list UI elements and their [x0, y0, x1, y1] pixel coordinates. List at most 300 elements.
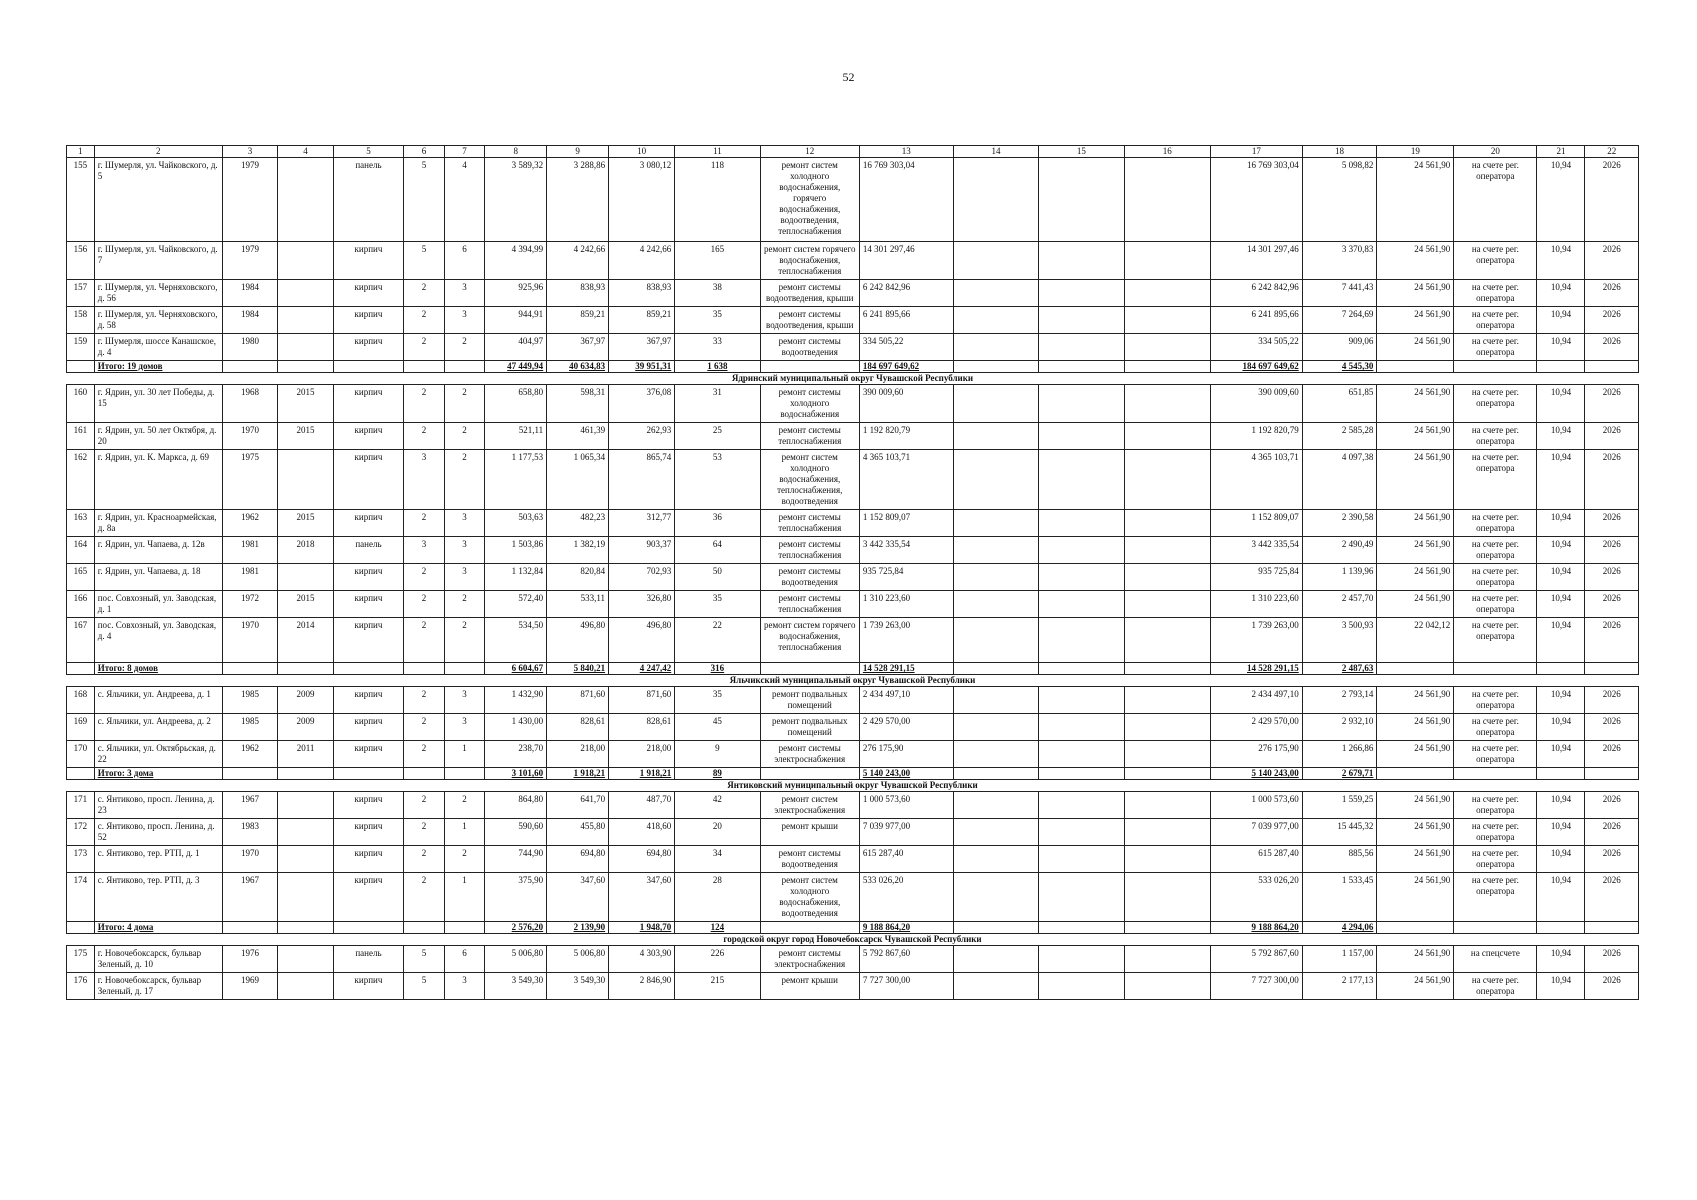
table-cell-col-2: г. Шумерля, шоссе Канашское, д. 4 [94, 334, 222, 361]
table-cell-col-19 [1377, 768, 1454, 780]
district-heading: Ядринский муниципальный округ Чувашской Республики [67, 373, 1639, 385]
table-cell-col-16 [1124, 537, 1210, 564]
table-cell-col-2: г. Новочебоксарск, бульвар Зеленый, д. 10 [94, 946, 222, 973]
column-header: 14 [953, 146, 1038, 158]
table-cell-col-18: 885,56 [1302, 846, 1377, 873]
table-cell-col-6: 2 [404, 564, 445, 591]
table-cell-col-17: 6 241 895,66 [1210, 307, 1302, 334]
table-cell-col-8: 590,60 [485, 819, 547, 846]
table-cell-col-1: 168 [67, 687, 95, 714]
table-cell-col-17: 1 000 573,60 [1210, 792, 1302, 819]
table-cell-col-3: 1970 [222, 423, 277, 450]
table-cell-col-5: кирпич [333, 973, 403, 1000]
table-cell-col-6 [404, 361, 445, 373]
table-cell-col-19: 24 561,90 [1377, 450, 1454, 510]
column-header: 8 [485, 146, 547, 158]
column-header: 16 [1124, 146, 1210, 158]
table-cell-col-6: 2 [404, 873, 445, 922]
table-row [67, 741, 1639, 768]
table-cell-col-4 [278, 792, 333, 819]
table-cell-col-21: 10,94 [1537, 946, 1585, 973]
table-cell-col-16 [1124, 510, 1210, 537]
table-row [67, 618, 1639, 663]
table-cell-col-5: кирпич [333, 450, 403, 510]
table-cell-col-16 [1124, 242, 1210, 280]
table-row [67, 280, 1639, 307]
table-cell-col-7 [444, 361, 485, 373]
table-cell-col-20: на счете рег. оператора [1454, 714, 1537, 741]
table-row [67, 158, 1639, 242]
table-cell-col-9: 2 139,90 [547, 922, 609, 934]
table-cell-col-14 [953, 714, 1038, 741]
table-cell-col-11: 1 638 [675, 361, 760, 373]
table-cell-col-4: 2015 [278, 423, 333, 450]
table-row [67, 714, 1639, 741]
table-cell-col-10: 903,37 [609, 537, 675, 564]
table-cell-col-8: 534,50 [485, 618, 547, 663]
table-cell-col-21: 10,94 [1537, 873, 1585, 922]
table-cell-col-7: 2 [444, 450, 485, 510]
table-cell-col-21: 10,94 [1537, 819, 1585, 846]
table-cell-col-15 [1039, 510, 1124, 537]
column-header: 17 [1210, 146, 1302, 158]
table-row [67, 537, 1639, 564]
table-cell-col-9: 820,84 [547, 564, 609, 591]
table-cell-col-11: 33 [675, 334, 760, 361]
table-cell-col-11: 226 [675, 946, 760, 973]
table-cell-col-8: 47 449,94 [485, 361, 547, 373]
table-cell-col-6: 2 [404, 385, 445, 423]
table-cell-col-17: 184 697 649,62 [1210, 361, 1302, 373]
table-cell-col-7: 2 [444, 591, 485, 618]
table-cell-col-10: 367,97 [609, 334, 675, 361]
table-cell-col-1: 169 [67, 714, 95, 741]
table-cell-col-5: кирпич [333, 687, 403, 714]
table-cell-col-20 [1454, 922, 1537, 934]
table-cell-col-1: 162 [67, 450, 95, 510]
table-cell-col-18: 2 457,70 [1302, 591, 1377, 618]
table-cell-col-10: 326,80 [609, 591, 675, 618]
district-heading-row [67, 675, 1639, 687]
table-cell-col-21: 10,94 [1537, 618, 1585, 663]
table-cell-col-22: 2026 [1585, 423, 1639, 450]
table-cell-col-11: 35 [675, 307, 760, 334]
table-cell-col-5: кирпич [333, 591, 403, 618]
table-row [67, 510, 1639, 537]
table-cell-col-10: 1 918,21 [609, 768, 675, 780]
table-cell-col-7 [444, 922, 485, 934]
table-cell-col-3 [222, 768, 277, 780]
table-cell-col-9: 533,11 [547, 591, 609, 618]
table-cell-col-4: 2011 [278, 741, 333, 768]
table-cell-col-12: ремонт системы водоотведения [760, 846, 859, 873]
table-cell-col-3: 1972 [222, 591, 277, 618]
table-cell-col-22: 2026 [1585, 973, 1639, 1000]
table-cell-col-15 [1039, 591, 1124, 618]
table-cell-col-7: 6 [444, 242, 485, 280]
table-cell-col-3 [222, 663, 277, 675]
table-cell-col-21: 10,94 [1537, 687, 1585, 714]
table-cell-col-8: 1 177,53 [485, 450, 547, 510]
table-cell-col-16 [1124, 385, 1210, 423]
table-cell-col-19: 24 561,90 [1377, 873, 1454, 922]
table-row [67, 873, 1639, 922]
table-cell-col-20: на счете рег. оператора [1454, 873, 1537, 922]
table-cell-col-17: 1 310 223,60 [1210, 591, 1302, 618]
table-cell-col-8: 3 101,60 [485, 768, 547, 780]
table-cell-col-3: 1962 [222, 510, 277, 537]
table-cell-col-20: на счете рег. оператора [1454, 510, 1537, 537]
table-row [67, 846, 1639, 873]
table-cell-col-4: 2014 [278, 618, 333, 663]
table-cell-col-13: 935 725,84 [859, 564, 953, 591]
table-cell-col-22: 2026 [1585, 946, 1639, 973]
table-cell-col-17: 5 140 243,00 [1210, 768, 1302, 780]
table-cell-col-18: 2 932,10 [1302, 714, 1377, 741]
table-cell-col-11: 9 [675, 741, 760, 768]
table-cell-col-19: 24 561,90 [1377, 792, 1454, 819]
table-cell-col-10: 694,80 [609, 846, 675, 873]
table-cell-col-20: на счете рег. оператора [1454, 450, 1537, 510]
table-cell-col-10: 702,93 [609, 564, 675, 591]
table-cell-col-3: 1985 [222, 687, 277, 714]
table-cell-col-2: Итого: 19 домов [94, 361, 222, 373]
table-cell-col-5: панель [333, 537, 403, 564]
table-row [67, 450, 1639, 510]
table-cell-col-7: 3 [444, 564, 485, 591]
table-cell-col-16 [1124, 819, 1210, 846]
table-cell-col-4: 2015 [278, 385, 333, 423]
table-cell-col-5 [333, 361, 403, 373]
table-cell-col-13: 533 026,20 [859, 873, 953, 922]
table-cell-col-15 [1039, 687, 1124, 714]
table-cell-col-18: 2 487,63 [1302, 663, 1377, 675]
table-cell-col-16 [1124, 564, 1210, 591]
table-cell-col-9: 482,23 [547, 510, 609, 537]
table-cell-col-14 [953, 385, 1038, 423]
table-cell-col-13: 7 727 300,00 [859, 973, 953, 1000]
district-heading-row [67, 934, 1639, 946]
table-cell-col-7: 3 [444, 687, 485, 714]
table-cell-col-15 [1039, 618, 1124, 663]
table-cell-col-10: 3 080,12 [609, 158, 675, 242]
table-cell-col-3: 1984 [222, 280, 277, 307]
table-cell-col-12: ремонт подвальных помещений [760, 687, 859, 714]
table-cell-col-16 [1124, 768, 1210, 780]
table-cell-col-10: 487,70 [609, 792, 675, 819]
table-cell-col-19: 22 042,12 [1377, 618, 1454, 663]
table-cell-col-4 [278, 280, 333, 307]
column-header: 2 [94, 146, 222, 158]
table-cell-col-4 [278, 307, 333, 334]
table-cell-col-2: с. Яльчики, ул. Октябрьская, д. 22 [94, 741, 222, 768]
table-cell-col-20: на счете рег. оператора [1454, 280, 1537, 307]
table-cell-col-9: 4 242,66 [547, 242, 609, 280]
table-cell-col-5 [333, 663, 403, 675]
table-cell-col-17: 7 039 977,00 [1210, 819, 1302, 846]
table-cell-col-13: 4 365 103,71 [859, 450, 953, 510]
table-cell-col-11: 165 [675, 242, 760, 280]
table-cell-col-8: 744,90 [485, 846, 547, 873]
table-cell-col-9: 1 065,34 [547, 450, 609, 510]
table-cell-col-3: 1981 [222, 564, 277, 591]
table-cell-col-13: 615 287,40 [859, 846, 953, 873]
table-cell-col-5: кирпич [333, 618, 403, 663]
table-cell-col-6 [404, 663, 445, 675]
table-cell-col-21: 10,94 [1537, 280, 1585, 307]
table-cell-col-2: с. Янтиково, просп. Ленина, д. 23 [94, 792, 222, 819]
column-header: 22 [1585, 146, 1639, 158]
table-cell-col-5: кирпич [333, 280, 403, 307]
table-cell-col-3: 1984 [222, 307, 277, 334]
table-cell-col-21: 10,94 [1537, 714, 1585, 741]
table-cell-col-5: панель [333, 946, 403, 973]
table-cell-col-21: 10,94 [1537, 450, 1585, 510]
table-cell-col-13: 276 175,90 [859, 741, 953, 768]
table-cell-col-18: 1 139,96 [1302, 564, 1377, 591]
table-cell-col-2: г. Шумерля, ул. Чайковского, д. 5 [94, 158, 222, 242]
table-cell-col-19 [1377, 361, 1454, 373]
table-cell-col-18: 15 445,32 [1302, 819, 1377, 846]
table-cell-col-22: 2026 [1585, 846, 1639, 873]
table-cell-col-6: 2 [404, 591, 445, 618]
table-cell-col-19: 24 561,90 [1377, 714, 1454, 741]
table-cell-col-20: на счете рег. оператора [1454, 741, 1537, 768]
table-cell-col-8: 925,96 [485, 280, 547, 307]
column-header: 18 [1302, 146, 1377, 158]
table-cell-col-18: 651,85 [1302, 385, 1377, 423]
table-cell-col-1: 157 [67, 280, 95, 307]
table-cell-col-19: 24 561,90 [1377, 334, 1454, 361]
table-cell-col-3: 1980 [222, 334, 277, 361]
table-cell-col-13: 1 152 809,07 [859, 510, 953, 537]
table-cell-col-18: 3 370,83 [1302, 242, 1377, 280]
table-cell-col-13: 16 769 303,04 [859, 158, 953, 242]
table-cell-col-1: 163 [67, 510, 95, 537]
table-cell-col-3: 1970 [222, 846, 277, 873]
table-cell-col-10: 828,61 [609, 714, 675, 741]
table-cell-col-6: 2 [404, 792, 445, 819]
table-cell-col-2: г. Новочебоксарск, бульвар Зеленый, д. 17 [94, 973, 222, 1000]
table-cell-col-19: 24 561,90 [1377, 741, 1454, 768]
table-cell-col-22: 2026 [1585, 158, 1639, 242]
table-cell-col-21: 10,94 [1537, 973, 1585, 1000]
table-cell-col-8: 3 549,30 [485, 973, 547, 1000]
table-cell-col-5: кирпич [333, 242, 403, 280]
table-cell-col-18: 4 294,06 [1302, 922, 1377, 934]
table-cell-col-16 [1124, 307, 1210, 334]
table-cell-col-11: 35 [675, 687, 760, 714]
table-cell-col-22: 2026 [1585, 307, 1639, 334]
table-cell-col-13: 14 528 291,15 [859, 663, 953, 675]
table-cell-col-22: 2026 [1585, 334, 1639, 361]
column-header: 6 [404, 146, 445, 158]
table-cell-col-10: 838,93 [609, 280, 675, 307]
table-cell-col-3: 1979 [222, 158, 277, 242]
subtotal-row [67, 922, 1639, 934]
table-cell-col-18: 4 545,30 [1302, 361, 1377, 373]
table-cell-col-5: кирпич [333, 510, 403, 537]
table-cell-col-14 [953, 946, 1038, 973]
table-cell-col-11: 22 [675, 618, 760, 663]
table-cell-col-9: 598,31 [547, 385, 609, 423]
table-cell-col-19: 24 561,90 [1377, 564, 1454, 591]
table-cell-col-19: 24 561,90 [1377, 307, 1454, 334]
table-cell-col-15 [1039, 564, 1124, 591]
table-cell-col-17: 935 725,84 [1210, 564, 1302, 591]
table-cell-col-3: 1967 [222, 873, 277, 922]
table-cell-col-1: 155 [67, 158, 95, 242]
table-cell-col-8: 503,63 [485, 510, 547, 537]
table-cell-col-14 [953, 280, 1038, 307]
table-cell-col-6: 5 [404, 242, 445, 280]
table-cell-col-9: 3 288,86 [547, 158, 609, 242]
table-cell-col-12: ремонт систем холодного водоснабжения, горячего водоснабжения, водоотведения, теплоснабжения [760, 158, 859, 242]
table-cell-col-4 [278, 361, 333, 373]
table-cell-col-19: 24 561,90 [1377, 280, 1454, 307]
table-cell-col-5: кирпич [333, 846, 403, 873]
table-cell-col-14 [953, 510, 1038, 537]
table-cell-col-15 [1039, 423, 1124, 450]
table-cell-col-1: 165 [67, 564, 95, 591]
table-cell-col-2: пос. Совхозный, ул. Заводская, д. 1 [94, 591, 222, 618]
table-cell-col-13: 1 310 223,60 [859, 591, 953, 618]
table-cell-col-12: ремонт системы водоотведения, крыши [760, 307, 859, 334]
table-cell-col-19: 24 561,90 [1377, 846, 1454, 873]
table-cell-col-3: 1968 [222, 385, 277, 423]
table-cell-col-2: г. Шумерля, ул. Черняховского, д. 56 [94, 280, 222, 307]
district-heading-row [67, 373, 1639, 385]
table-cell-col-1: 156 [67, 242, 95, 280]
table-cell-col-22 [1585, 361, 1639, 373]
table-cell-col-5: кирпич [333, 564, 403, 591]
table-cell-col-5: кирпич [333, 873, 403, 922]
table-cell-col-21: 10,94 [1537, 423, 1585, 450]
table-cell-col-15 [1039, 714, 1124, 741]
table-cell-col-6: 2 [404, 819, 445, 846]
table-cell-col-15 [1039, 946, 1124, 973]
table-cell-col-12: ремонт системы холодного водоснабжения [760, 385, 859, 423]
table-cell-col-10: 1 948,70 [609, 922, 675, 934]
table-cell-col-20: на счете рег. оператора [1454, 618, 1537, 663]
table-cell-col-13: 14 301 297,46 [859, 242, 953, 280]
table-cell-col-11: 118 [675, 158, 760, 242]
table-cell-col-19: 24 561,90 [1377, 423, 1454, 450]
table-cell-col-18: 5 098,82 [1302, 158, 1377, 242]
table-cell-col-3: 1981 [222, 537, 277, 564]
table-cell-col-12: ремонт систем электроснабжения [760, 792, 859, 819]
table-cell-col-4: 2009 [278, 687, 333, 714]
table-cell-col-12: ремонт системы теплоснабжения [760, 423, 859, 450]
table-cell-col-11: 215 [675, 973, 760, 1000]
table-cell-col-9: 3 549,30 [547, 973, 609, 1000]
table-cell-col-10: 218,00 [609, 741, 675, 768]
table-cell-col-2: г. Ядрин, ул. К. Маркса, д. 69 [94, 450, 222, 510]
table-cell-col-15 [1039, 385, 1124, 423]
table-cell-col-12: ремонт системы водоотведения, крыши [760, 280, 859, 307]
table-cell-col-16 [1124, 687, 1210, 714]
table-cell-col-22: 2026 [1585, 537, 1639, 564]
table-cell-col-12: ремонт системы водоотведения [760, 564, 859, 591]
table-cell-col-14 [953, 591, 1038, 618]
table-cell-col-6: 3 [404, 537, 445, 564]
table-cell-col-7: 3 [444, 973, 485, 1000]
table-cell-col-19: 24 561,90 [1377, 385, 1454, 423]
table-cell-col-22: 2026 [1585, 450, 1639, 510]
table-cell-col-16 [1124, 946, 1210, 973]
table-cell-col-8: 5 006,80 [485, 946, 547, 973]
table-cell-col-10: 418,60 [609, 819, 675, 846]
table-cell-col-3: 1970 [222, 618, 277, 663]
table-row [67, 819, 1639, 846]
table-row [67, 591, 1639, 618]
column-header: 9 [547, 146, 609, 158]
table-cell-col-12: ремонт системы теплоснабжения [760, 510, 859, 537]
table-cell-col-13: 2 434 497,10 [859, 687, 953, 714]
table-cell-col-18: 1 559,25 [1302, 792, 1377, 819]
table-cell-col-9: 218,00 [547, 741, 609, 768]
table-cell-col-5: кирпич [333, 307, 403, 334]
table-cell-col-17: 5 792 867,60 [1210, 946, 1302, 973]
table-cell-col-15 [1039, 280, 1124, 307]
table-cell-col-17: 9 188 864,20 [1210, 922, 1302, 934]
table-cell-col-11: 50 [675, 564, 760, 591]
table-cell-col-13: 1 192 820,79 [859, 423, 953, 450]
table-cell-col-9: 347,60 [547, 873, 609, 922]
table-cell-col-8: 1 430,00 [485, 714, 547, 741]
table-cell-col-8: 1 432,90 [485, 687, 547, 714]
table-cell-col-11: 28 [675, 873, 760, 922]
table-cell-col-4 [278, 663, 333, 675]
table-cell-col-18: 2 490,49 [1302, 537, 1377, 564]
table-cell-col-1: 172 [67, 819, 95, 846]
table-cell-col-4 [278, 242, 333, 280]
table-cell-col-10: 871,60 [609, 687, 675, 714]
table-cell-col-20: на счете рег. оператора [1454, 423, 1537, 450]
table-cell-col-1: 166 [67, 591, 95, 618]
table-cell-col-12: ремонт подвальных помещений [760, 714, 859, 741]
table-cell-col-7: 3 [444, 280, 485, 307]
table-cell-col-2: пос. Совхозный, ул. Заводская, д. 4 [94, 618, 222, 663]
table-cell-col-7: 6 [444, 946, 485, 973]
table-cell-col-22: 2026 [1585, 618, 1639, 663]
table-cell-col-19: 24 561,90 [1377, 819, 1454, 846]
table-cell-col-8: 238,70 [485, 741, 547, 768]
table-cell-col-14 [953, 741, 1038, 768]
table-cell-col-9: 828,61 [547, 714, 609, 741]
table-cell-col-18: 2 793,14 [1302, 687, 1377, 714]
table-cell-col-18: 1 266,86 [1302, 741, 1377, 768]
table-cell-col-9: 5 840,21 [547, 663, 609, 675]
table-cell-col-21: 10,94 [1537, 537, 1585, 564]
table-cell-col-5: кирпич [333, 423, 403, 450]
table-cell-col-6: 2 [404, 307, 445, 334]
table-cell-col-18: 1 157,00 [1302, 946, 1377, 973]
table-cell-col-22: 2026 [1585, 385, 1639, 423]
table-cell-col-8: 572,40 [485, 591, 547, 618]
table-cell-col-22 [1585, 768, 1639, 780]
table-cell-col-12: ремонт системы теплоснабжения [760, 537, 859, 564]
table-row [67, 973, 1639, 1000]
table-cell-col-17: 6 242 842,96 [1210, 280, 1302, 307]
table-cell-col-1: 161 [67, 423, 95, 450]
table-cell-col-18: 909,06 [1302, 334, 1377, 361]
table-cell-col-4 [278, 768, 333, 780]
table-cell-col-22: 2026 [1585, 687, 1639, 714]
table-cell-col-7: 3 [444, 714, 485, 741]
subtotal-row [67, 768, 1639, 780]
table-cell-col-5: кирпич [333, 741, 403, 768]
